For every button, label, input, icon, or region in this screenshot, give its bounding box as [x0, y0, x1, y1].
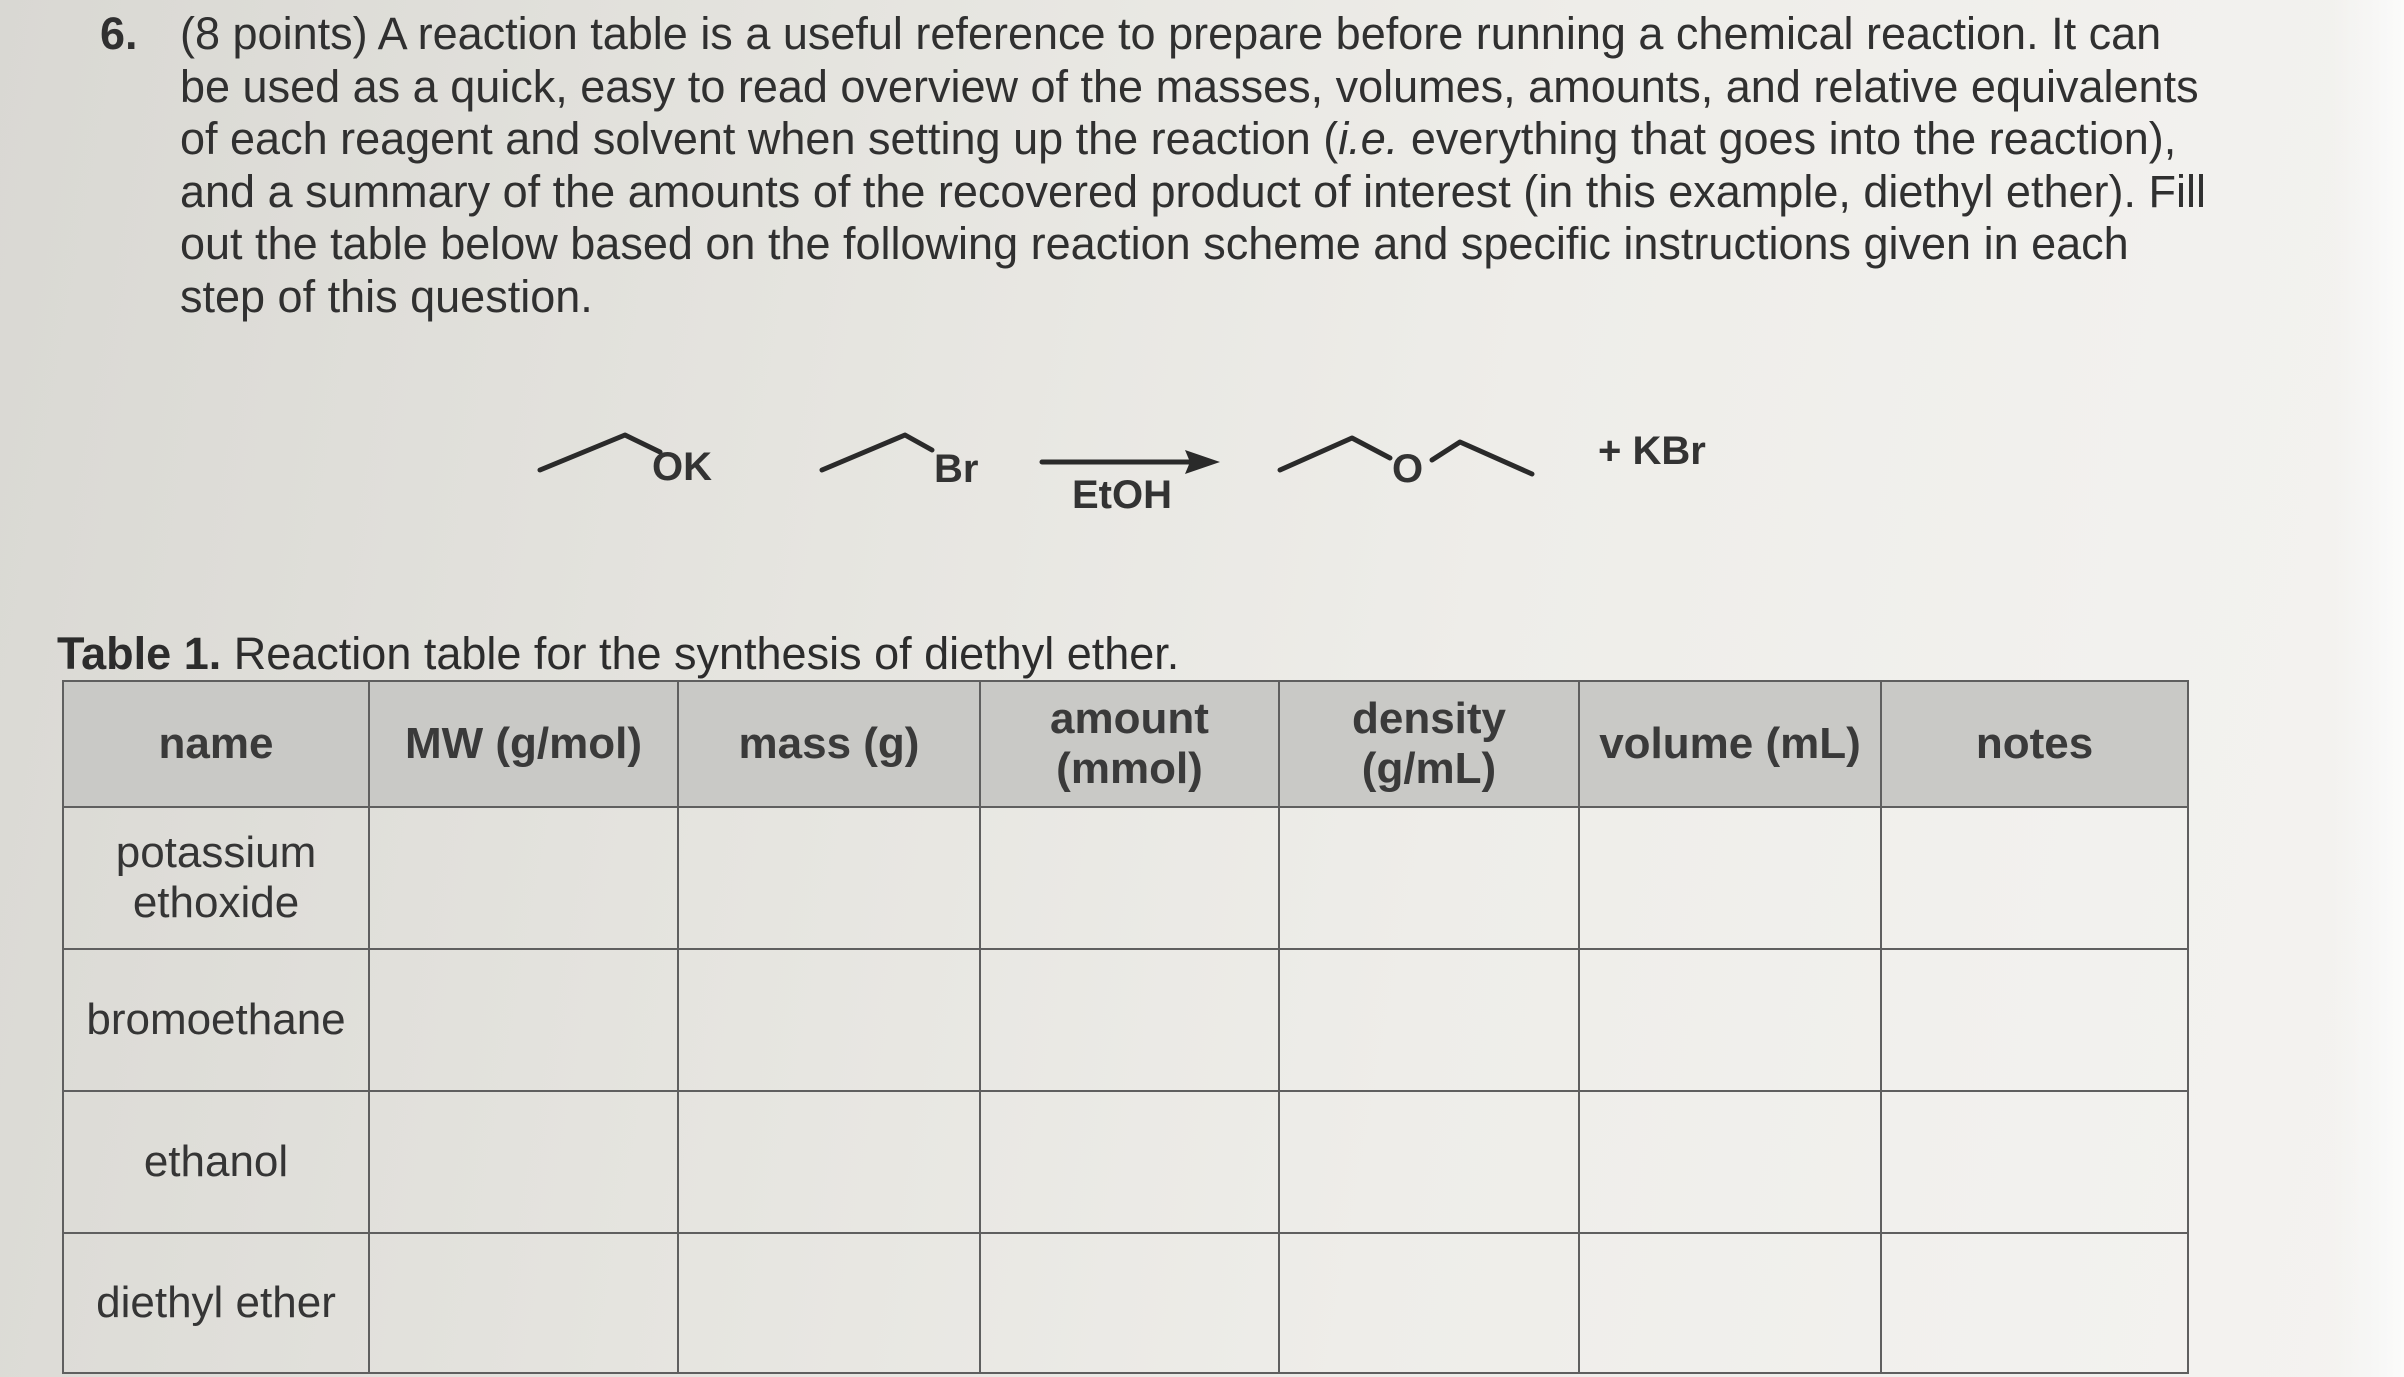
diethyl-ether-structure-right	[1432, 442, 1532, 474]
arrow-condition-label: EtOH	[1072, 473, 1172, 517]
mw-input-cell[interactable]	[369, 807, 678, 949]
reagent2-label: Br	[934, 447, 979, 491]
mass-input-cell[interactable]	[678, 1091, 980, 1233]
question-text-ie: i.e.	[1338, 113, 1399, 164]
amount-input-cell[interactable]	[980, 1091, 1279, 1233]
question-text	[180, 8, 2220, 323]
table-row	[63, 1233, 2188, 1373]
volume-input-cell[interactable]	[1579, 807, 1881, 949]
row-name-cell: ethanol	[63, 1091, 369, 1233]
volume-input-cell[interactable]	[1579, 1091, 1881, 1233]
question-text-part-2: everything that goes into the reaction), and a summary of the amounts of the recovered product of interest (in this example, diethyl ether). Fill out the table below based on the following reaction scheme and specific instructions given in each step of this question.	[180, 113, 2206, 322]
mass-input-cell[interactable]	[678, 807, 980, 949]
amount-input-cell[interactable]	[980, 1233, 1279, 1373]
mw-input-cell[interactable]	[369, 1091, 678, 1233]
mass-input-cell[interactable]	[678, 949, 980, 1091]
table-caption	[57, 628, 1179, 680]
question-block	[100, 8, 2220, 323]
notes-input-cell[interactable]	[1881, 1091, 2188, 1233]
bromoethane-structure	[822, 435, 932, 470]
header-amount: amount (mmol)	[980, 681, 1279, 807]
reaction-scheme	[0, 400, 2404, 540]
row-name-cell: diethyl ether	[63, 1233, 369, 1373]
table-row	[63, 949, 2188, 1091]
header-name: name	[63, 681, 369, 807]
table-row	[63, 1091, 2188, 1233]
table-row	[63, 807, 2188, 949]
potassium-ethoxide-structure	[540, 435, 660, 470]
screen-edge-glare	[2334, 0, 2404, 1377]
question-number: 6.	[100, 8, 138, 59]
density-input-cell[interactable]	[1279, 807, 1579, 949]
volume-input-cell[interactable]	[1579, 949, 1881, 1091]
header-notes: notes	[1881, 681, 2188, 807]
density-input-cell[interactable]	[1279, 949, 1579, 1091]
mw-input-cell[interactable]	[369, 949, 678, 1091]
header-mass: mass (g)	[678, 681, 980, 807]
reaction-table	[62, 680, 2189, 1374]
table-caption-text: Reaction table for the synthesis of diethyl ether.	[221, 628, 1180, 679]
density-input-cell[interactable]	[1279, 1233, 1579, 1373]
header-mw: MW (g/mol)	[369, 681, 678, 807]
row-name-cell: potassium ethoxide	[63, 807, 369, 949]
question-text-part-1: (8 points) A reaction table is a useful reference to prepare before running a chemical reaction. It can be used as a quick, easy to read overview of the masses, volumes, amounts, and relative equivalents of each reagent and solvent when setting up the reaction (	[180, 8, 2199, 164]
notes-input-cell[interactable]	[1881, 807, 2188, 949]
table-header-row	[63, 681, 2188, 807]
product-oxygen-label: O	[1392, 447, 1424, 491]
header-density: density (g/mL)	[1279, 681, 1579, 807]
reagent1-label: OK	[652, 445, 712, 489]
diethyl-ether-structure	[1280, 438, 1390, 470]
reaction-arrowhead	[1185, 450, 1220, 474]
mass-input-cell[interactable]	[678, 1233, 980, 1373]
volume-input-cell[interactable]	[1579, 1233, 1881, 1373]
notes-input-cell[interactable]	[1881, 1233, 2188, 1373]
table-caption-label: Table 1.	[57, 628, 222, 679]
amount-input-cell[interactable]	[980, 807, 1279, 949]
amount-input-cell[interactable]	[980, 949, 1279, 1091]
byproduct-label: + KBr	[1598, 429, 1706, 473]
mw-input-cell[interactable]	[369, 1233, 678, 1373]
header-volume: volume (mL)	[1579, 681, 1881, 807]
notes-input-cell[interactable]	[1881, 949, 2188, 1091]
row-name-cell: bromoethane	[63, 949, 369, 1091]
density-input-cell[interactable]	[1279, 1091, 1579, 1233]
